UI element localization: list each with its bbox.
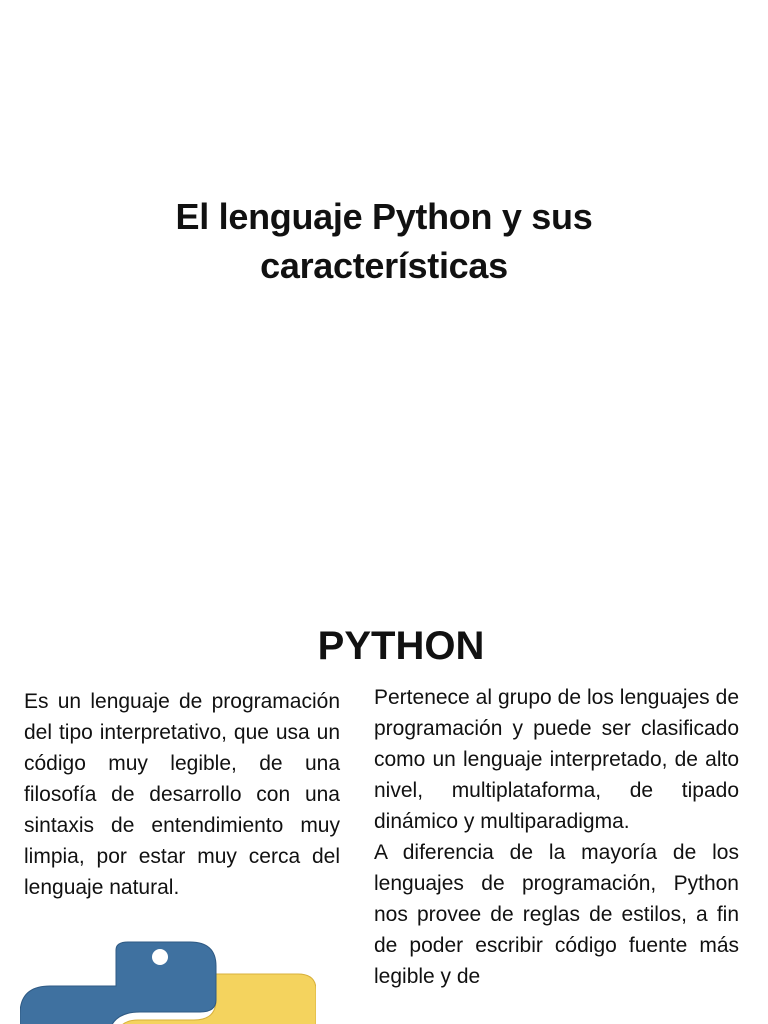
section-heading: PYTHON xyxy=(317,624,485,668)
slide-title: El lenguaje Python y sus características xyxy=(175,196,593,286)
left-column xyxy=(24,686,340,903)
right-paragraph-1: Pertenece al grupo de los lenguajes de programación y puede ser clasificado como un lenguaje interpretado, de alto nivel, multiplataforma, de tipado dinámico y multiparadigma. xyxy=(374,686,739,833)
right-paragraph-2: A diferencia de la mayoría de los lenguajes de programación, Python nos provee de reglas de estilos, a fin de poder escribir código fuente más legible y de xyxy=(374,841,739,988)
right-column xyxy=(374,682,739,992)
python-logo-icon xyxy=(20,938,316,1024)
left-paragraph: Es un lenguaje de programación del tipo interpretativo, que usa un código muy legible, de una filosofía de desarrollo con una sintaxis de entendimiento muy limpia, por estar muy cerca del lenguaje natural. xyxy=(24,690,340,899)
